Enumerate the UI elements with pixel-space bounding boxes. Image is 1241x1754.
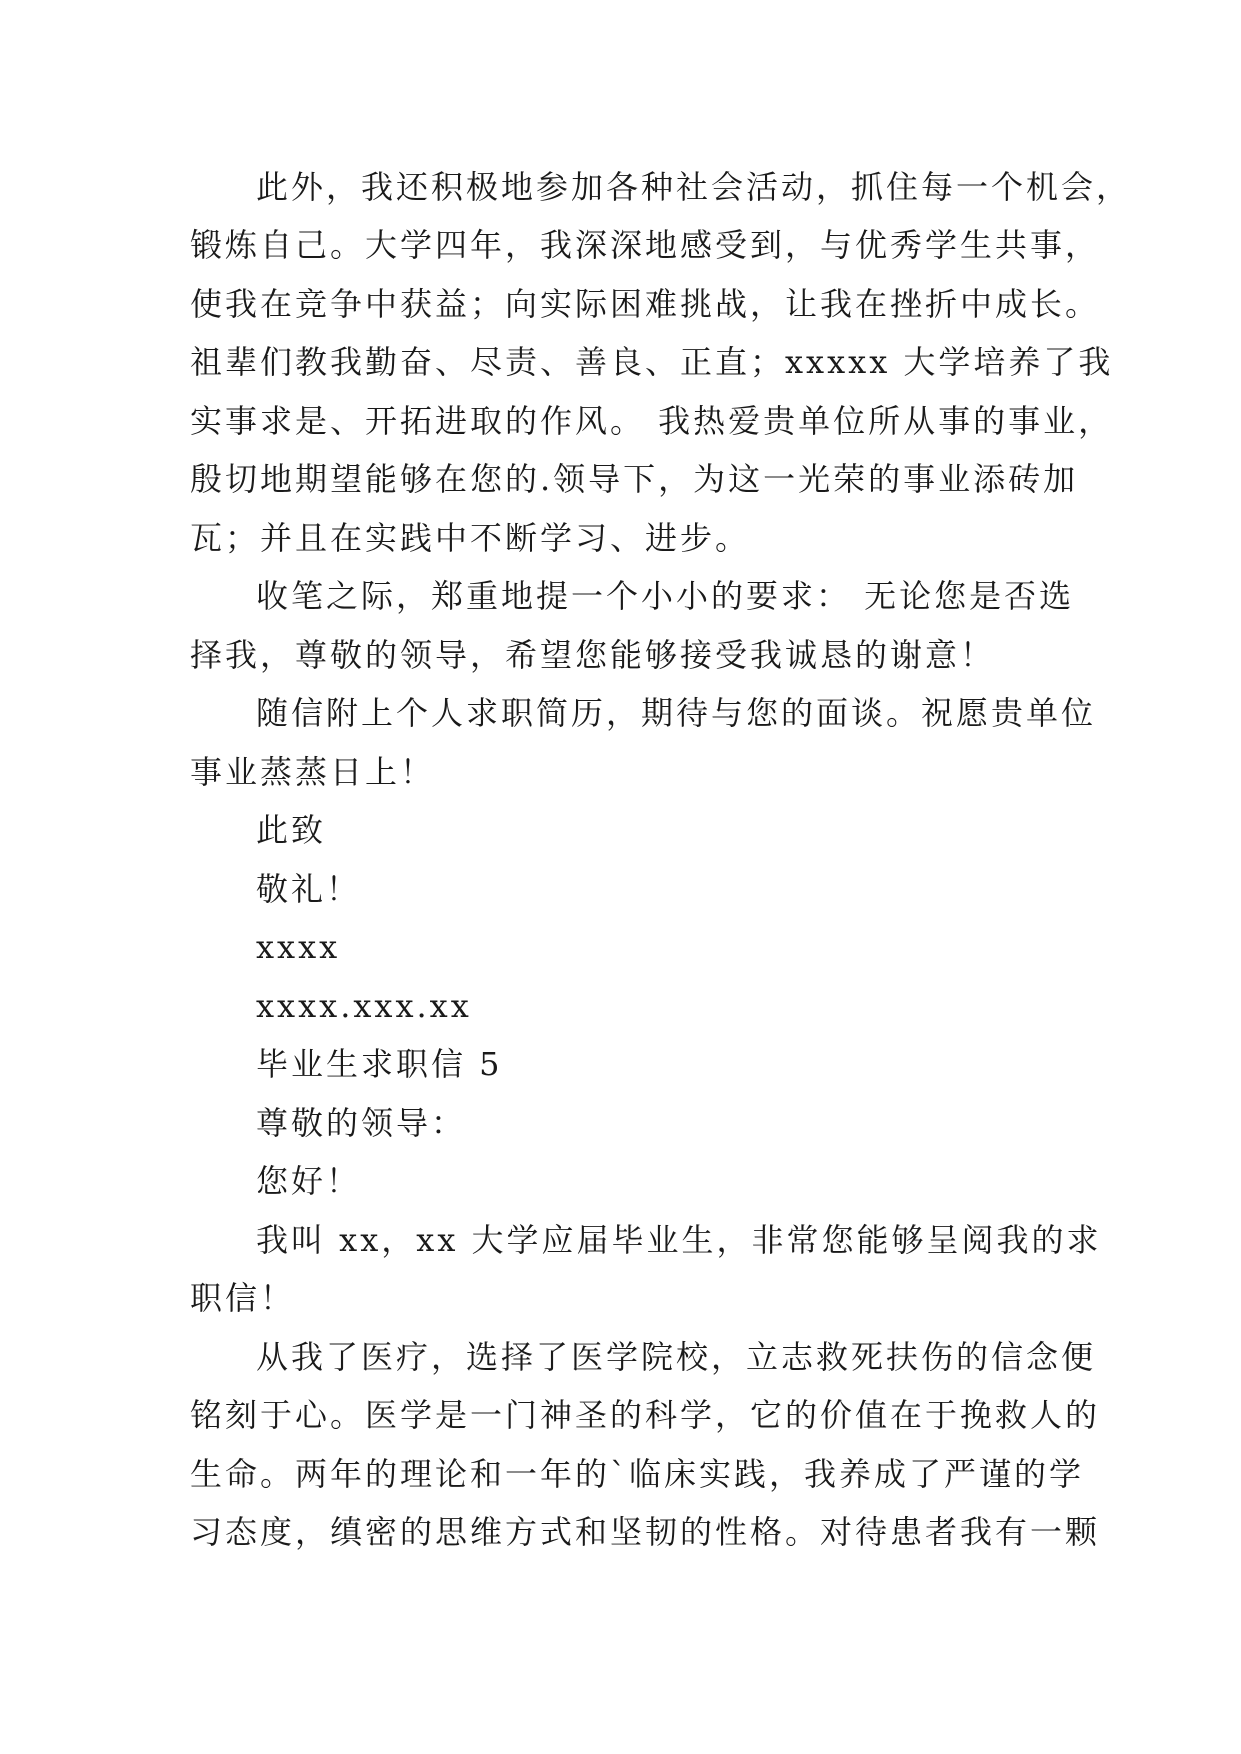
text-line: 锻炼自己。大学四年，我深深地感受到，与优秀学生共事， <box>190 226 1101 264</box>
text-line: 使我在竞争中获益；向实际困难挑战，让我在挫折中成长。 <box>190 285 1101 323</box>
text-line: xxxx <box>256 928 341 966</box>
text-line: 收笔之际，郑重地提一个小小的要求： 无论您是否选 <box>256 577 1075 615</box>
text-line: 事业蒸蒸日上！ <box>190 753 436 791</box>
text-line: 随信附上个人求职简历，期待与您的面谈。祝愿贵单位 <box>256 694 1097 732</box>
text-line: 择我，尊敬的领导，希望您能够接受我诚恳的谢意！ <box>190 636 996 674</box>
text-line: 习态度，缜密的思维方式和坚韧的性格。对待患者我有一颗 <box>190 1513 1101 1551</box>
text-line: 敬礼！ <box>256 870 362 908</box>
text-line: 殷切地期望能够在您的.领导下，为这一光荣的事业添砖加 <box>190 460 1079 498</box>
text-line: 此外，我还积极地参加各种社会活动，抓住每一个机会， <box>256 168 1132 206</box>
text-line: 铭刻于心。医学是一门神圣的科学，它的价值在于挽救人的 <box>190 1396 1101 1434</box>
text-line: 实事求是、开拓进取的作风。 我热爱贵单位所从事的事业， <box>190 402 1114 440</box>
text-line: 您好！ <box>256 1162 362 1200</box>
text-line: 从我了医疗，选择了医学院校，立志救死扶伤的信念便 <box>256 1338 1097 1376</box>
text-line: 生命。两年的理论和一年的`临床实践，我养成了严谨的学 <box>190 1455 1085 1493</box>
text-line: 职信！ <box>190 1279 296 1317</box>
text-line: 此致 <box>256 811 327 849</box>
text-line: 尊敬的领导： <box>256 1104 467 1142</box>
text-line: 毕业生求职信 5 <box>256 1045 503 1083</box>
text-line: 祖辈们教我勤奋、尽责、善良、正直；xxxxx 大学培养了我 <box>190 343 1114 381</box>
text-line: 我叫 xx，xx 大学应届毕业生，非常您能够呈阅我的求 <box>256 1221 1102 1259</box>
text-line: 瓦；并且在实践中不断学习、进步。 <box>190 519 751 557</box>
text-line: xxxx.xxx.xx <box>256 987 472 1025</box>
